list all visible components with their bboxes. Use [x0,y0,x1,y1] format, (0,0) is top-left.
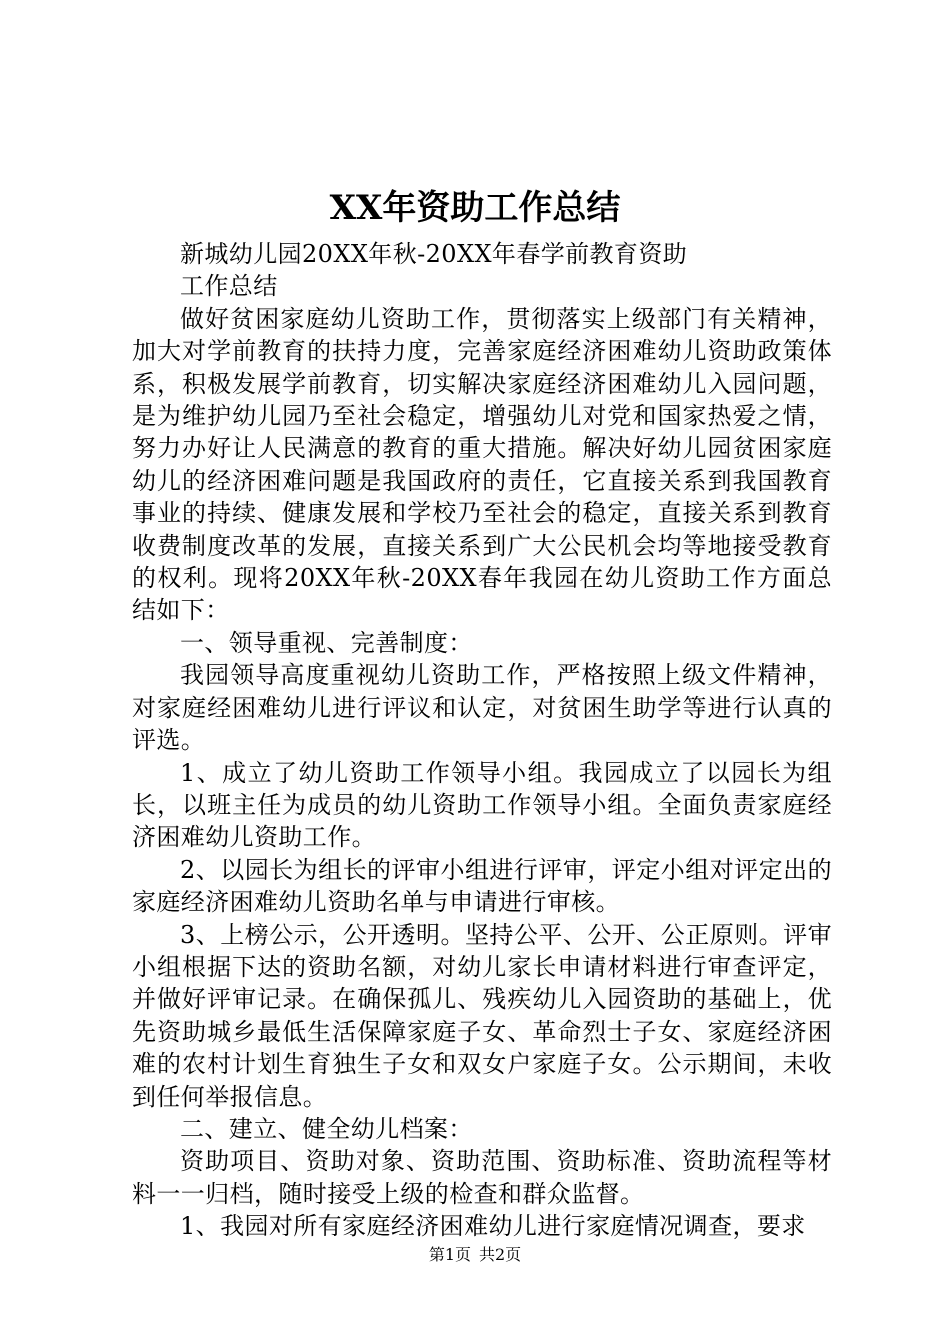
paragraph-intro: 做好贫困家庭幼儿资助工作，贯彻落实上级部门有关精神，加大对学前教育的扶持力度，完善家庭经济困难幼儿资助政策体系，积极发展学前教育，切实解决家庭经济困难幼儿入园问题，是为维护幼儿园乃至社会稳定，增强幼儿对党和国家热爱之情，努力办好让人民满意的教育的重大措施。解决好幼儿园贫困家庭幼儿的经济困难问题是我国政府的责任，它直接关系到我国教育事业的持续、健康发展和学校乃至社会的稳定，直接关系到教育收费制度改革的发展，直接关系到广大公民机会均等地接受教育的权利。现将20XX年秋-20XX春年我园在幼儿资助工作方面总结如下： [132,304,832,625]
document-body [132,238,832,1243]
paragraph-archives-item-1: 1、我园对所有家庭经济困难幼儿进行家庭情况调查，要求 [180,1212,806,1241]
paragraph-item-1: 1、成立了幼儿资助工作领导小组。我园成立了以园长为组长，以班主任为成员的幼儿资助工作领导小组。全面负责家庭经济困难幼儿资助工作。 [132,758,832,852]
page-total: 共2页 [479,1245,522,1264]
section-heading-2: 二、建立、健全幼儿档案： [180,1114,473,1143]
page-footer [0,1244,950,1266]
paragraph-item-3: 3、上榜公示，公开透明。坚持公平、公开、公正原则。评审小组根据下达的资助名额，对幼儿家长申请材料进行审查评定，并做好评审记录。在确保孤儿、残疾幼儿入园资助的基础上，优先资助城乡最低生活保障家庭子女、革命烈士子女、家庭经济困难的农村计划生育独生子女和双女户家庭子女。公示期间，未收到任何举报信息。 [132,920,832,1111]
page-number: 第1页 [428,1245,471,1264]
paragraph-item-2: 2、以园长为组长的评审小组进行评审，评定小组对评定出的家庭经济困难幼儿资助名单与申请进行审核。 [132,855,832,917]
subtitle-line-1: 新城幼儿园20XX年秋-20XX年春学前教育资助 [180,240,688,268]
paragraph-leadership: 我园领导高度重视幼儿资助工作，严格按照上级文件精神，对家庭经困难幼儿进行评议和认定，对贫困生助学等进行认真的评选。 [132,661,832,755]
subtitle-line-2: 工作总结 [180,272,278,301]
paragraph-archives: 资助项目、资助对象、资助范围、资助标准、资助流程等材料一一归档，随时接受上级的检查和群众监督。 [132,1147,832,1208]
section-heading-1: 一、领导重视、完善制度： [180,628,473,657]
document-title: XX年资助工作总结 [329,188,621,228]
